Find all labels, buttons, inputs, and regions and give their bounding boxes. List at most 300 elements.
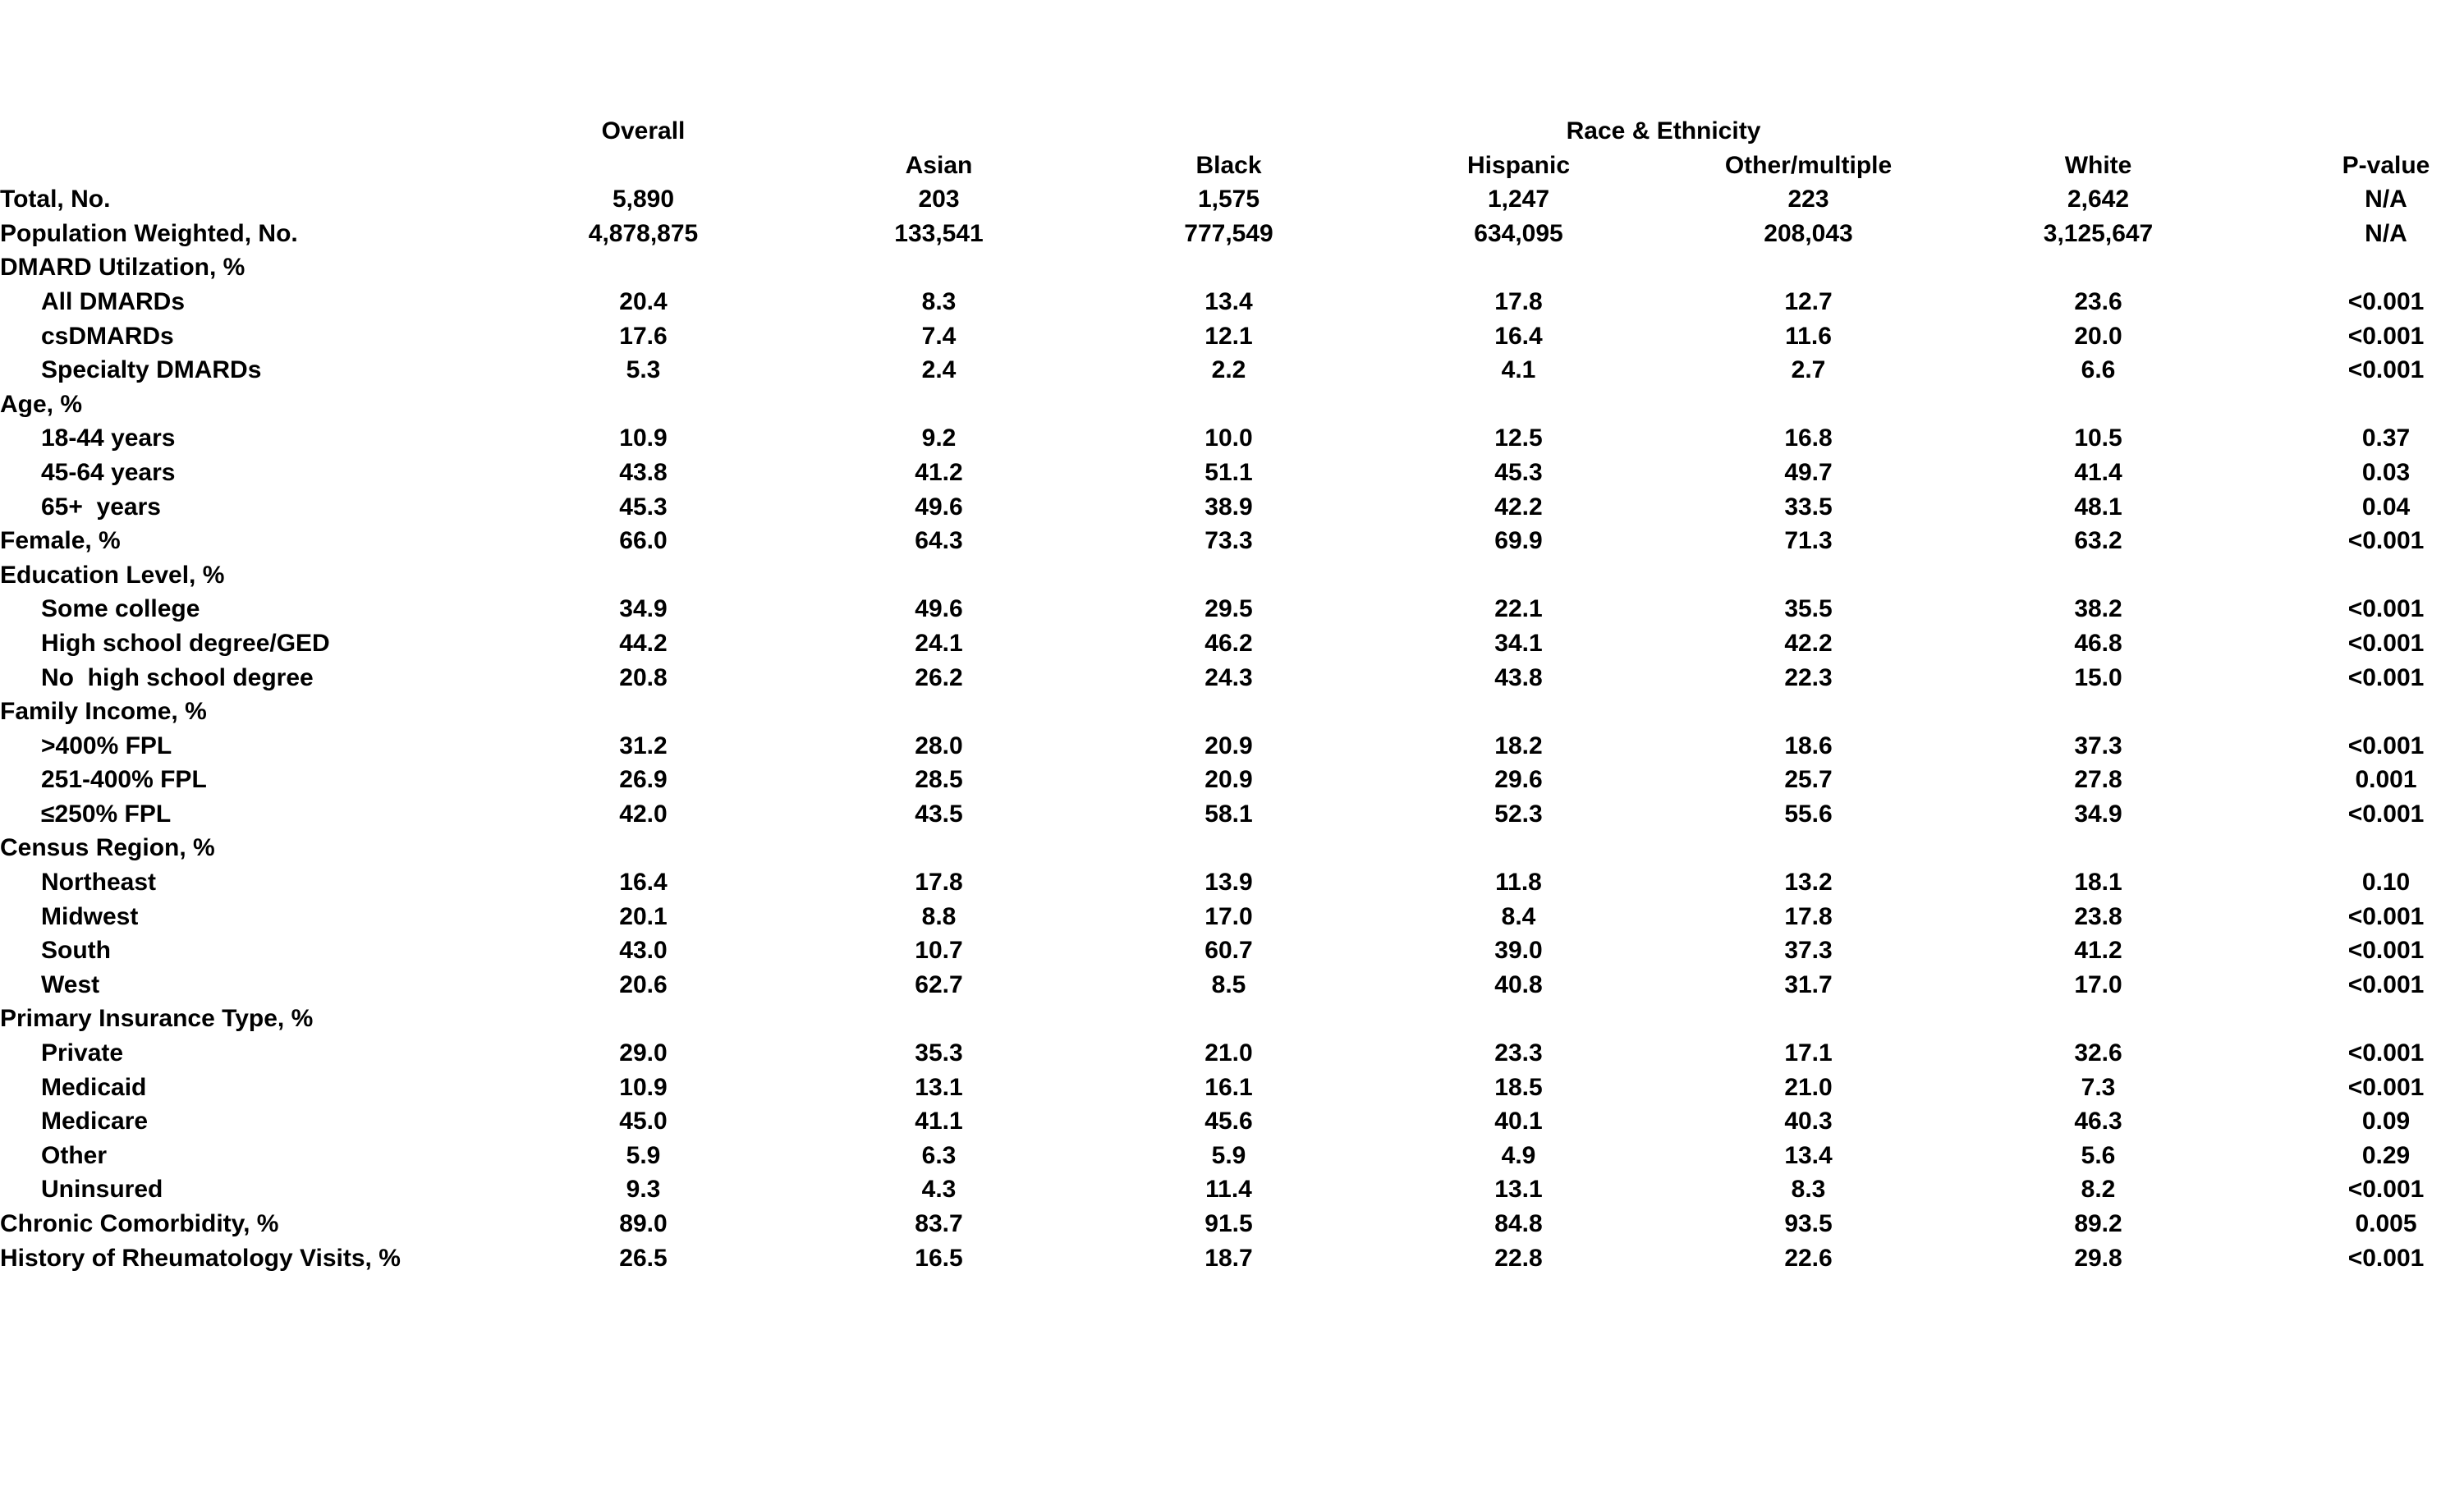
column-header-p-value: P-value bbox=[2342, 151, 2430, 179]
cell-value: 4,878,875 bbox=[588, 219, 699, 247]
cell-value: 20.8 bbox=[619, 663, 668, 691]
cell-value: 46.3 bbox=[2074, 1108, 2122, 1135]
cell-value bbox=[1953, 831, 2243, 865]
cell-value: 634,095 bbox=[1474, 219, 1563, 247]
cell-value: 45.3 bbox=[1494, 458, 1543, 486]
cell-value: 93.5 bbox=[1784, 1210, 1833, 1237]
cell-value: 5.9 bbox=[1211, 1141, 1246, 1169]
cell-value: 24.1 bbox=[915, 629, 963, 657]
cell-value bbox=[794, 388, 1084, 422]
cell-value bbox=[493, 558, 794, 593]
row-label: 18-44 years bbox=[41, 424, 176, 452]
column-header-row bbox=[0, 149, 2464, 183]
cell-value: 12.1 bbox=[1204, 322, 1253, 350]
cell-value: 83.7 bbox=[915, 1210, 963, 1237]
cell-value: 223 bbox=[1787, 186, 1829, 213]
cell-value: 7.3 bbox=[2081, 1073, 2116, 1101]
cell-value: 13.4 bbox=[1784, 1141, 1833, 1169]
table-row bbox=[0, 933, 2464, 968]
cell-value bbox=[2243, 1002, 2464, 1036]
cell-value bbox=[794, 1002, 1084, 1036]
cell-value: 12.7 bbox=[1784, 287, 1833, 315]
cell-value: 10.9 bbox=[619, 424, 668, 452]
cell-value: <0.001 bbox=[2347, 287, 2425, 315]
cell-value: <0.001 bbox=[2347, 322, 2425, 350]
spacer-cell bbox=[1953, 114, 2243, 149]
cell-value: 208,043 bbox=[1764, 219, 1853, 247]
cell-value bbox=[493, 250, 794, 285]
cell-value: 23.3 bbox=[1494, 1039, 1543, 1067]
table-row bbox=[0, 1172, 2464, 1207]
row-label: Female, % bbox=[0, 527, 121, 555]
cell-value: 31.7 bbox=[1784, 970, 1833, 998]
cell-value: 49.6 bbox=[915, 595, 963, 623]
cell-value: 46.2 bbox=[1204, 629, 1253, 657]
cell-value: 58.1 bbox=[1204, 800, 1253, 828]
cell-value bbox=[1374, 558, 1663, 593]
cell-value: 23.6 bbox=[2074, 287, 2122, 315]
cell-value: 63.2 bbox=[2074, 527, 2122, 555]
demographics-table bbox=[0, 114, 2464, 1275]
table-row bbox=[0, 456, 2464, 490]
cell-value bbox=[2243, 695, 2464, 729]
spacer-cell bbox=[0, 149, 493, 183]
table-row bbox=[0, 592, 2464, 626]
cell-value: 16.1 bbox=[1204, 1073, 1253, 1101]
cell-value: 10.9 bbox=[619, 1073, 668, 1101]
group-header-row bbox=[0, 114, 2464, 149]
cell-value: 91.5 bbox=[1204, 1210, 1253, 1237]
cell-value: 8.4 bbox=[1501, 902, 1536, 930]
cell-value bbox=[1953, 250, 2243, 285]
cell-value: 18.2 bbox=[1494, 732, 1543, 759]
cell-value: 49.7 bbox=[1784, 458, 1833, 486]
table-row bbox=[0, 1139, 2464, 1173]
row-label: Northeast bbox=[41, 869, 157, 897]
row-label: Specialty DMARDs bbox=[41, 356, 262, 384]
table-row bbox=[0, 490, 2464, 525]
cell-value: 37.3 bbox=[2074, 732, 2122, 759]
cell-value: 43.8 bbox=[619, 458, 668, 486]
table-row bbox=[0, 900, 2464, 934]
table-row bbox=[0, 319, 2464, 354]
cell-value: 2,642 bbox=[2067, 186, 2130, 213]
cell-value: 18.6 bbox=[1784, 732, 1833, 759]
cell-value: 33.5 bbox=[1784, 493, 1833, 521]
row-label: Primary Insurance Type, % bbox=[0, 1005, 314, 1033]
cell-value: 20.6 bbox=[619, 970, 668, 998]
cell-value bbox=[794, 250, 1084, 285]
cell-value bbox=[2243, 831, 2464, 865]
row-label: Some college bbox=[41, 595, 200, 623]
cell-value: 2.7 bbox=[1791, 356, 1826, 384]
cell-value bbox=[1084, 388, 1374, 422]
cell-value: 45.3 bbox=[619, 493, 668, 521]
cell-value: 29.0 bbox=[619, 1039, 668, 1067]
cell-value: 62.7 bbox=[915, 970, 963, 998]
cell-value: 29.8 bbox=[2074, 1244, 2122, 1272]
table-row bbox=[0, 763, 2464, 797]
cell-value: 27.8 bbox=[2074, 766, 2122, 794]
cell-value: 43.0 bbox=[619, 937, 668, 965]
cell-value: <0.001 bbox=[2347, 970, 2425, 998]
table-row bbox=[0, 968, 2464, 1002]
cell-value: 20.1 bbox=[619, 902, 668, 930]
cell-value: 11.8 bbox=[1495, 869, 1542, 897]
table-row bbox=[0, 1036, 2464, 1071]
section-header-row bbox=[0, 695, 2464, 729]
table-row bbox=[0, 285, 2464, 319]
cell-value: 43.8 bbox=[1494, 663, 1543, 691]
cell-value bbox=[1374, 1002, 1663, 1036]
table-row bbox=[0, 865, 2464, 900]
cell-value bbox=[1084, 558, 1374, 593]
section-header-row bbox=[0, 388, 2464, 422]
cell-value: 16.5 bbox=[915, 1244, 963, 1272]
cell-value: 66.0 bbox=[619, 527, 668, 555]
cell-value: <0.001 bbox=[2347, 1073, 2425, 1101]
cell-value: 5.3 bbox=[626, 356, 661, 384]
column-header-asian: Asian bbox=[905, 151, 973, 179]
cell-value: 42.2 bbox=[1784, 629, 1833, 657]
cell-value: 1,247 bbox=[1487, 186, 1550, 213]
cell-value: 26.2 bbox=[915, 663, 963, 691]
cell-value: <0.001 bbox=[2347, 1176, 2425, 1204]
cell-value bbox=[493, 695, 794, 729]
cell-value: 7.4 bbox=[921, 322, 957, 350]
cell-value: 29.6 bbox=[1494, 766, 1543, 794]
cell-value: <0.001 bbox=[2347, 732, 2425, 759]
row-label: ≤250% FPL bbox=[41, 800, 172, 828]
cell-value: 28.5 bbox=[915, 766, 963, 794]
cell-value: 15.0 bbox=[2074, 663, 2122, 691]
cell-value: 49.6 bbox=[915, 493, 963, 521]
section-header-row bbox=[0, 250, 2464, 285]
cell-value: 13.9 bbox=[1204, 869, 1253, 897]
cell-value: <0.001 bbox=[2347, 527, 2425, 555]
row-label: Census Region, % bbox=[0, 834, 215, 862]
cell-value: 31.2 bbox=[619, 732, 668, 759]
cell-value bbox=[493, 831, 794, 865]
table-row bbox=[0, 797, 2464, 832]
cell-value: 0.09 bbox=[2361, 1108, 2411, 1135]
cell-value: 5,890 bbox=[612, 186, 675, 213]
section-header-row bbox=[0, 558, 2464, 593]
cell-value bbox=[493, 1002, 794, 1036]
cell-value: <0.001 bbox=[2347, 1244, 2425, 1272]
corner-spacer bbox=[0, 114, 493, 149]
row-label: Education Level, % bbox=[0, 561, 225, 589]
table-row bbox=[0, 1207, 2464, 1241]
row-label: Uninsured bbox=[41, 1176, 163, 1204]
column-header-black: Black bbox=[1195, 151, 1262, 179]
cell-value bbox=[1663, 388, 1953, 422]
cell-value: 29.5 bbox=[1204, 595, 1253, 623]
cell-value: 0.04 bbox=[2361, 493, 2411, 521]
row-label: csDMARDs bbox=[41, 322, 174, 350]
cell-value: 22.6 bbox=[1784, 1244, 1833, 1272]
cell-value: <0.001 bbox=[2347, 800, 2425, 828]
cell-value: 34.9 bbox=[619, 595, 668, 623]
overall-group-header: Overall bbox=[601, 117, 686, 144]
table-row bbox=[0, 421, 2464, 456]
cell-value: <0.001 bbox=[2347, 356, 2425, 384]
cell-value: 55.6 bbox=[1784, 800, 1833, 828]
cell-value bbox=[1663, 558, 1953, 593]
spacer-cell bbox=[1084, 114, 1374, 149]
cell-value: 6.6 bbox=[2081, 356, 2116, 384]
cell-value: 40.8 bbox=[1494, 970, 1543, 998]
cell-value: 22.8 bbox=[1494, 1244, 1543, 1272]
cell-value: 0.005 bbox=[2355, 1210, 2417, 1237]
row-label: South bbox=[41, 937, 111, 965]
cell-value: 24.3 bbox=[1204, 663, 1253, 691]
cell-value: 13.2 bbox=[1784, 869, 1833, 897]
cell-value: 41.4 bbox=[2074, 458, 2122, 486]
cell-value: <0.001 bbox=[2347, 1039, 2425, 1067]
cell-value bbox=[1663, 695, 1953, 729]
cell-value: 89.0 bbox=[619, 1210, 668, 1237]
cell-value: 8.3 bbox=[921, 287, 957, 315]
cell-value: 89.2 bbox=[2074, 1210, 2122, 1237]
cell-value: 44.2 bbox=[619, 629, 668, 657]
cell-value: 2.2 bbox=[1211, 356, 1246, 384]
cell-value: 34.1 bbox=[1494, 629, 1543, 657]
cell-value: 133,541 bbox=[894, 219, 984, 247]
cell-value: 16.4 bbox=[1494, 322, 1543, 350]
cell-value: <0.001 bbox=[2347, 629, 2425, 657]
section-header-row bbox=[0, 831, 2464, 865]
cell-value: 6.3 bbox=[921, 1141, 957, 1169]
cell-value: 41.2 bbox=[915, 458, 963, 486]
cell-value: 0.001 bbox=[2355, 766, 2417, 794]
table-row bbox=[0, 182, 2464, 217]
cell-value bbox=[794, 558, 1084, 593]
cell-value: 10.0 bbox=[1204, 424, 1253, 452]
cell-value bbox=[794, 831, 1084, 865]
cell-value bbox=[1374, 695, 1663, 729]
cell-value: 40.3 bbox=[1784, 1108, 1833, 1135]
cell-value bbox=[1374, 831, 1663, 865]
cell-value: 46.8 bbox=[2074, 629, 2122, 657]
cell-value: 23.8 bbox=[2074, 902, 2122, 930]
cell-value: 17.8 bbox=[915, 869, 963, 897]
cell-value bbox=[1084, 1002, 1374, 1036]
cell-value: 8.8 bbox=[921, 902, 957, 930]
table-row bbox=[0, 1104, 2464, 1139]
cell-value: 17.8 bbox=[1494, 287, 1543, 315]
cell-value: 22.3 bbox=[1784, 663, 1833, 691]
spacer-cell bbox=[794, 114, 1084, 149]
row-label: DMARD Utilzation, % bbox=[0, 254, 245, 282]
cell-value: 0.29 bbox=[2361, 1141, 2411, 1169]
cell-value: <0.001 bbox=[2347, 902, 2425, 930]
cell-value bbox=[1663, 831, 1953, 865]
cell-value: 37.3 bbox=[1784, 937, 1833, 965]
cell-value bbox=[1374, 250, 1663, 285]
cell-value: 35.3 bbox=[915, 1039, 963, 1067]
cell-value bbox=[1953, 388, 2243, 422]
cell-value: 18.5 bbox=[1494, 1073, 1543, 1101]
cell-value: 40.1 bbox=[1494, 1108, 1543, 1135]
cell-value: 35.5 bbox=[1784, 595, 1833, 623]
row-label: Private bbox=[41, 1039, 124, 1067]
cell-value: 5.9 bbox=[626, 1141, 661, 1169]
cell-value: 203 bbox=[918, 186, 960, 213]
cell-value: 38.2 bbox=[2074, 595, 2122, 623]
cell-value: 1,575 bbox=[1197, 186, 1260, 213]
cell-value: 8.2 bbox=[2081, 1176, 2116, 1204]
cell-value: 11.4 bbox=[1205, 1176, 1252, 1204]
cell-value: 20.9 bbox=[1204, 766, 1253, 794]
spacer-cell bbox=[493, 149, 794, 183]
cell-value: <0.001 bbox=[2347, 937, 2425, 965]
column-header-hispanic: Hispanic bbox=[1466, 151, 1571, 179]
cell-value: 13.1 bbox=[915, 1073, 963, 1101]
cell-value: 17.0 bbox=[1204, 902, 1253, 930]
cell-value bbox=[2243, 388, 2464, 422]
cell-value: 45.0 bbox=[619, 1108, 668, 1135]
row-label: High school degree/GED bbox=[41, 629, 330, 657]
cell-value bbox=[1084, 250, 1374, 285]
row-label: Other bbox=[41, 1141, 108, 1169]
row-label: All DMARDs bbox=[41, 287, 186, 315]
cell-value: 0.37 bbox=[2361, 424, 2411, 452]
cell-value: 4.1 bbox=[1501, 356, 1536, 384]
cell-value: 17.1 bbox=[1784, 1039, 1833, 1067]
cell-value: 3,125,647 bbox=[2043, 219, 2154, 247]
cell-value: 4.9 bbox=[1501, 1141, 1536, 1169]
row-label: 65+ years bbox=[41, 493, 161, 521]
cell-value: 64.3 bbox=[915, 527, 963, 555]
row-label: 45-64 years bbox=[41, 458, 176, 486]
cell-value: 13.4 bbox=[1204, 287, 1253, 315]
table-row bbox=[0, 217, 2464, 251]
cell-value: 18.7 bbox=[1204, 1244, 1253, 1272]
table-row bbox=[0, 661, 2464, 695]
cell-value bbox=[1663, 1002, 1953, 1036]
cell-value bbox=[1084, 695, 1374, 729]
cell-value: 34.9 bbox=[2074, 800, 2122, 828]
row-label: Medicare bbox=[41, 1108, 149, 1135]
cell-value: 42.2 bbox=[1494, 493, 1543, 521]
cell-value: 17.0 bbox=[2074, 970, 2122, 998]
spacer-cell bbox=[2243, 114, 2464, 149]
table-row bbox=[0, 1071, 2464, 1105]
row-label: Total, No. bbox=[0, 186, 111, 213]
row-label: History of Rheumatology Visits, % bbox=[0, 1244, 401, 1272]
table-row bbox=[0, 353, 2464, 388]
cell-value: 48.1 bbox=[2074, 493, 2122, 521]
cell-value: 9.2 bbox=[921, 424, 957, 452]
cell-value: 21.0 bbox=[1784, 1073, 1833, 1101]
cell-value: 16.8 bbox=[1784, 424, 1833, 452]
cell-value: 60.7 bbox=[1204, 937, 1253, 965]
table-row bbox=[0, 626, 2464, 661]
table-row bbox=[0, 524, 2464, 558]
cell-value: N/A bbox=[2365, 186, 2407, 213]
cell-value: 0.10 bbox=[2361, 869, 2411, 897]
cell-value: N/A bbox=[2365, 219, 2407, 247]
column-header-white: White bbox=[2064, 151, 2132, 179]
race-ethnicity-group-header: Race & Ethnicity bbox=[1566, 117, 1761, 144]
cell-value: 28.0 bbox=[915, 732, 963, 759]
cell-value: 39.0 bbox=[1494, 937, 1543, 965]
cell-value: 10.5 bbox=[2074, 424, 2122, 452]
cell-value: 5.6 bbox=[2081, 1141, 2116, 1169]
cell-value: 17.8 bbox=[1784, 902, 1833, 930]
section-header-row bbox=[0, 1002, 2464, 1036]
cell-value: 17.6 bbox=[619, 322, 668, 350]
cell-value: 22.1 bbox=[1494, 595, 1543, 623]
cell-value: 18.1 bbox=[2074, 869, 2122, 897]
row-label: Population Weighted, No. bbox=[0, 219, 298, 247]
row-label: Age, % bbox=[0, 390, 83, 418]
cell-value: 69.9 bbox=[1494, 527, 1543, 555]
cell-value bbox=[794, 695, 1084, 729]
cell-value: 32.6 bbox=[2074, 1039, 2122, 1067]
row-label: >400% FPL bbox=[41, 732, 172, 759]
cell-value: <0.001 bbox=[2347, 663, 2425, 691]
cell-value bbox=[2243, 558, 2464, 593]
cell-value: 41.1 bbox=[915, 1108, 963, 1135]
cell-value: 43.5 bbox=[915, 800, 963, 828]
cell-value bbox=[1953, 1002, 2243, 1036]
row-label: Medicaid bbox=[41, 1073, 147, 1101]
row-label: Midwest bbox=[41, 902, 139, 930]
cell-value: 38.9 bbox=[1204, 493, 1253, 521]
cell-value: 11.6 bbox=[1785, 322, 1832, 350]
cell-value: 26.9 bbox=[619, 766, 668, 794]
cell-value: 42.0 bbox=[619, 800, 668, 828]
cell-value: 26.5 bbox=[619, 1244, 668, 1272]
cell-value: 20.0 bbox=[2074, 322, 2122, 350]
cell-value: 73.3 bbox=[1204, 527, 1253, 555]
cell-value: 777,549 bbox=[1184, 219, 1273, 247]
cell-value bbox=[2243, 250, 2464, 285]
cell-value bbox=[1663, 250, 1953, 285]
cell-value: 12.5 bbox=[1494, 424, 1543, 452]
cell-value: 9.3 bbox=[626, 1176, 661, 1204]
row-label: No high school degree bbox=[41, 663, 314, 691]
cell-value: 21.0 bbox=[1204, 1039, 1253, 1067]
row-label: 251-400% FPL bbox=[41, 766, 207, 794]
cell-value: 20.9 bbox=[1204, 732, 1253, 759]
cell-value bbox=[1953, 695, 2243, 729]
row-label: Family Income, % bbox=[0, 698, 207, 726]
cell-value: 13.1 bbox=[1494, 1176, 1543, 1204]
cell-value: <0.001 bbox=[2347, 595, 2425, 623]
row-label: West bbox=[41, 970, 100, 998]
cell-value bbox=[1953, 558, 2243, 593]
cell-value: 8.5 bbox=[1211, 970, 1246, 998]
cell-value: 0.03 bbox=[2361, 458, 2411, 486]
cell-value bbox=[493, 388, 794, 422]
table-row bbox=[0, 1241, 2464, 1276]
cell-value: 41.2 bbox=[2074, 937, 2122, 965]
row-label: Chronic Comorbidity, % bbox=[0, 1210, 279, 1237]
cell-value: 2.4 bbox=[921, 356, 957, 384]
cell-value: 84.8 bbox=[1494, 1210, 1543, 1237]
cell-value: 4.3 bbox=[921, 1176, 957, 1204]
cell-value: 16.4 bbox=[619, 869, 668, 897]
cell-value: 8.3 bbox=[1791, 1176, 1826, 1204]
cell-value: 10.7 bbox=[915, 937, 963, 965]
cell-value: 71.3 bbox=[1784, 527, 1833, 555]
cell-value bbox=[1084, 831, 1374, 865]
table-body bbox=[0, 182, 2464, 1275]
cell-value bbox=[1374, 388, 1663, 422]
